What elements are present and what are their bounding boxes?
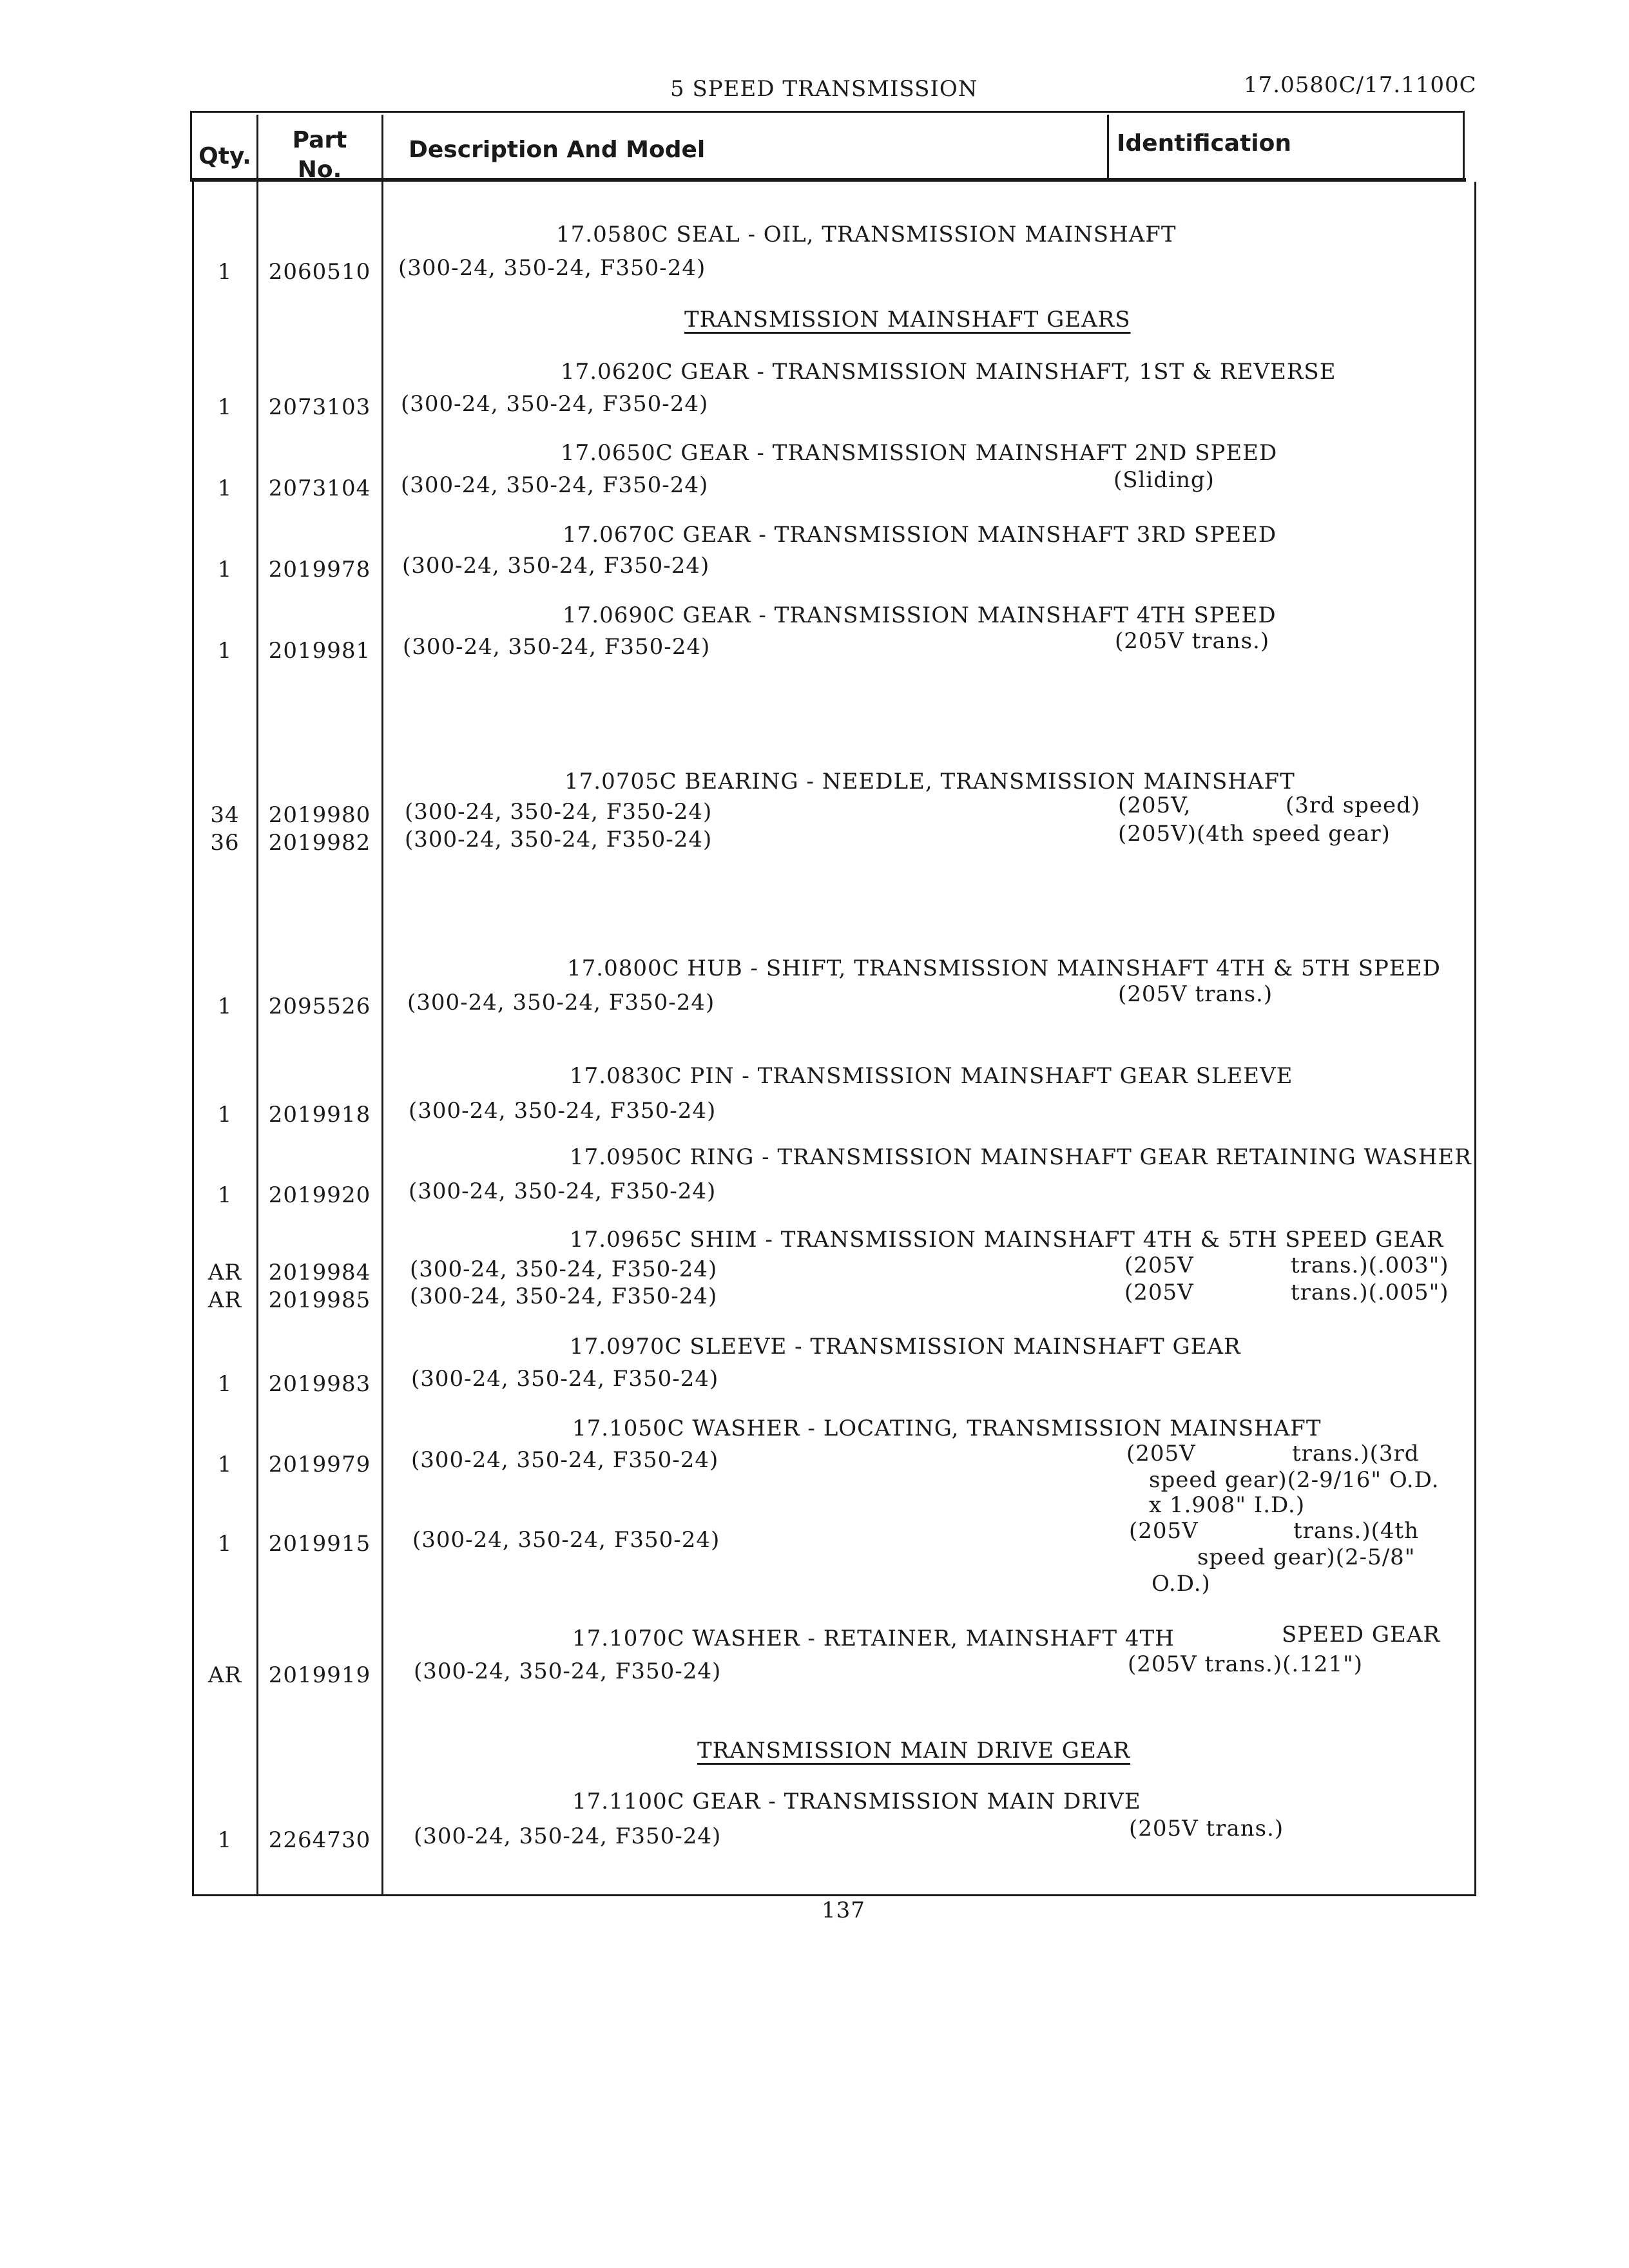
page-number: 137	[822, 1898, 865, 1923]
model: (300-24, 350-24, F350-24)	[401, 391, 709, 417]
part-number: 2019980	[268, 802, 371, 828]
model: (300-24, 350-24, F350-24)	[414, 1823, 722, 1849]
entry-title: 17.0705C BEARING - NEEDLE, TRANSMISSION MAINSHAFT	[564, 769, 1295, 794]
model: (300-24, 350-24, F350-24)	[410, 1283, 718, 1309]
identification: O.D.)	[1152, 1571, 1211, 1597]
part-number: 2019985	[268, 1287, 371, 1313]
qty: 1	[217, 994, 233, 1019]
column-header-identification: Identification	[1117, 130, 1291, 157]
identification: (205V	[1124, 1280, 1194, 1305]
entry-title: 17.0965C SHIM - TRANSMISSION MAINSHAFT 4TH & 5TH SPEED GEAR	[570, 1227, 1444, 1253]
column-header-qty: Qty.	[198, 143, 251, 169]
entry-title: 17.0690C GEAR - TRANSMISSION MAINSHAFT 4TH SPEED	[563, 602, 1277, 628]
identification: (205V	[1129, 1518, 1199, 1544]
entry-title: 17.0670C GEAR - TRANSMISSION MAINSHAFT 3RD SPEED	[563, 522, 1277, 548]
identification: (205V trans.)	[1129, 1816, 1284, 1841]
section-heading: TRANSMISSION MAIN DRIVE GEAR	[697, 1738, 1130, 1763]
qty: 1	[217, 1452, 233, 1477]
identification: (3rd speed)	[1286, 793, 1421, 818]
entry-title: 17.0620C GEAR - TRANSMISSION MAINSHAFT, 1ST & REVERSE	[561, 359, 1336, 385]
entry-title-cont: SPEED GEAR	[1282, 1622, 1441, 1648]
identification: (205V	[1124, 1253, 1194, 1278]
model: (300-24, 350-24, F350-24)	[411, 1366, 719, 1392]
model: (300-24, 350-24, F350-24)	[409, 1178, 717, 1204]
column-header-part-line2: No.	[297, 157, 342, 183]
model: (300-24, 350-24, F350-24)	[402, 553, 710, 579]
identification: speed gear)(2-5/8"	[1197, 1544, 1416, 1570]
qty: 1	[217, 1102, 233, 1128]
part-number: 2019919	[268, 1662, 371, 1688]
model: (300-24, 350-24, F350-24)	[412, 1527, 720, 1553]
model: (300-24, 350-24, F350-24)	[405, 827, 713, 852]
model: (300-24, 350-24, F350-24)	[403, 634, 711, 660]
part-number: 2019984	[268, 1260, 371, 1285]
part-number: 2073103	[268, 394, 371, 420]
part-number: 2095526	[268, 994, 371, 1019]
model: (300-24, 350-24, F350-24)	[401, 472, 709, 498]
qty: 1	[217, 1531, 233, 1557]
identification: x 1.908" I.D.)	[1149, 1492, 1306, 1518]
model: (300-24, 350-24, F350-24)	[409, 1098, 717, 1124]
qty: 1	[217, 394, 233, 420]
identification: trans.)(.003")	[1291, 1253, 1449, 1278]
part-number: 2019979	[268, 1452, 371, 1477]
item-range: 17.0580C/17.1100C	[1244, 72, 1477, 98]
qty: 1	[217, 259, 233, 285]
column-header-part-line1: Part	[292, 127, 347, 153]
identification: (205V,	[1118, 793, 1191, 818]
identification: speed gear)(2-9/16" O.D.	[1149, 1467, 1440, 1493]
column-header-part	[258, 126, 381, 185]
identification: (Sliding)	[1113, 467, 1215, 493]
part-number: 2264730	[268, 1827, 371, 1853]
part-number: 2019918	[268, 1102, 371, 1128]
entry-title: 17.0800C HUB - SHIFT, TRANSMISSION MAINSHAFT 4TH & 5TH SPEED	[567, 956, 1441, 981]
part-number: 2060510	[268, 259, 371, 285]
entry-title: 17.0830C PIN - TRANSMISSION MAINSHAFT GEAR SLEEVE	[570, 1063, 1293, 1089]
qty: AR	[207, 1662, 242, 1688]
section-heading: TRANSMISSION MAINSHAFT GEARS	[684, 307, 1131, 332]
entry-title: 17.1050C WASHER - LOCATING, TRANSMISSION MAINSHAFT	[572, 1416, 1322, 1441]
part-number: 2073104	[268, 476, 371, 501]
qty: 1	[217, 476, 233, 501]
section-title: 5 SPEED TRANSMISSION	[670, 76, 978, 102]
qty: 1	[217, 557, 233, 582]
identification: (205V)(4th speed gear)	[1118, 821, 1391, 847]
part-number: 2019920	[268, 1182, 371, 1208]
entry-title: 17.0950C RING - TRANSMISSION MAINSHAFT GEAR RETAINING WASHER	[570, 1144, 1472, 1170]
model: (300-24, 350-24, F350-24)	[405, 799, 713, 825]
identification: (205V trans.)	[1115, 628, 1270, 654]
identification: (205V trans.)	[1118, 981, 1273, 1007]
qty: AR	[207, 1260, 242, 1285]
qty: 1	[217, 1371, 233, 1397]
entry-title: 17.1100C GEAR - TRANSMISSION MAIN DRIVE	[572, 1789, 1141, 1814]
model: (300-24, 350-24, F350-24)	[398, 255, 706, 281]
model: (300-24, 350-24, F350-24)	[411, 1447, 719, 1473]
identification: (205V	[1126, 1441, 1196, 1466]
column-header-description: Description And Model	[409, 137, 706, 163]
qty: 1	[217, 638, 233, 664]
model: (300-24, 350-24, F350-24)	[414, 1658, 722, 1684]
entry-title: 17.0580C SEAL - OIL, TRANSMISSION MAINSHAFT	[556, 222, 1177, 247]
part-number: 2019981	[268, 638, 371, 664]
part-number: 2019983	[268, 1371, 371, 1397]
entry-title: 17.1070C WASHER - RETAINER, MAINSHAFT 4TH	[572, 1626, 1175, 1651]
model: (300-24, 350-24, F350-24)	[410, 1256, 718, 1282]
entry-title: 17.0650C GEAR - TRANSMISSION MAINSHAFT 2ND SPEED	[561, 440, 1278, 466]
qty: 1	[217, 1182, 233, 1208]
model: (300-24, 350-24, F350-24)	[407, 990, 715, 1015]
qty: 36	[210, 830, 240, 856]
identification: trans.)(.005")	[1291, 1280, 1449, 1305]
qty: AR	[207, 1287, 242, 1313]
identification: trans.)(3rd	[1292, 1441, 1420, 1466]
qty: 1	[217, 1827, 233, 1853]
entry-title: 17.0970C SLEEVE - TRANSMISSION MAINSHAFT GEAR	[570, 1334, 1241, 1360]
identification: (205V trans.)(.121")	[1128, 1651, 1363, 1677]
part-number: 2019982	[268, 830, 371, 856]
part-number: 2019978	[268, 557, 371, 582]
qty: 34	[210, 802, 240, 828]
identification: trans.)(4th	[1293, 1518, 1420, 1544]
part-number: 2019915	[268, 1531, 371, 1557]
